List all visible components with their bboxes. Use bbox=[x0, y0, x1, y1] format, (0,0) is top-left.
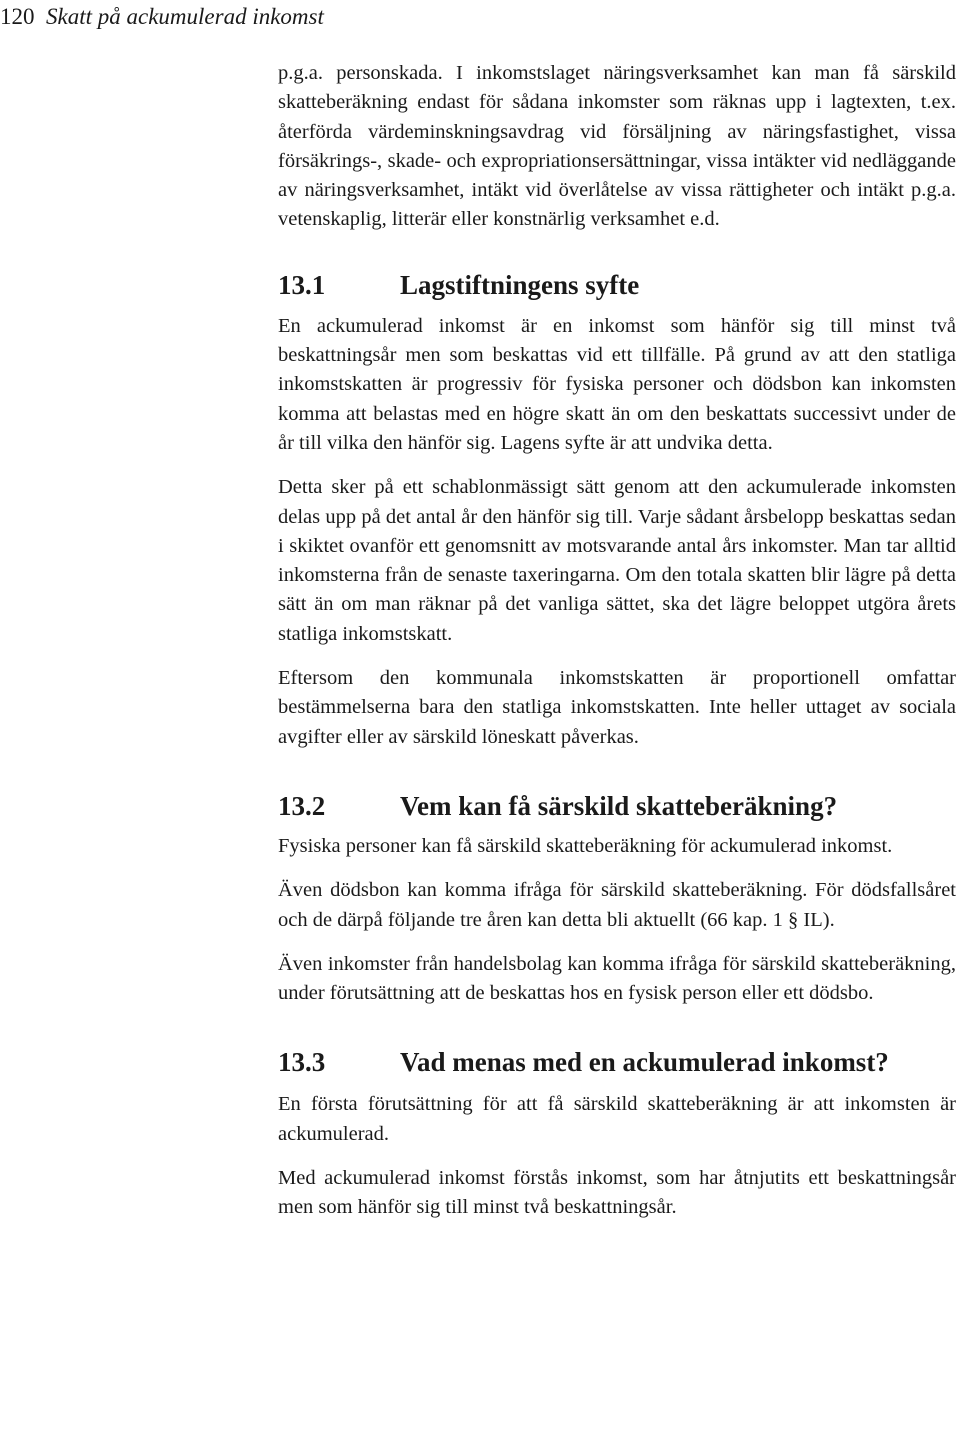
paragraph: Även dödsbon kan komma ifråga för särskild skatteberäkning. För dödsfallsåret och de därpå följande tre åren kan detta bli aktuellt (66 kap. 1 § IL). bbox=[278, 879, 956, 931]
chapter-title: Skatt på ackumulerad inkomst bbox=[46, 4, 324, 29]
paragraph: Även inkomster från handelsbolag kan komma ifråga för särskild skatteberäkning, under förutsättning att de beskattas hos en fysisk person eller ett dödsbo. bbox=[278, 952, 956, 1005]
paragraph: En ackumulerad inkomst är en inkomst som hänför sig till minst två beskattningsår men som beskattas vid ett tillfälle. På grund av att den statliga inkomstskatten är progressiv för fysiska personer och dödsbon kan inkomsten komma att belastas med en högre skatt än om den beskattats successivt under de år till vilka den hänför sig. Lagens syfte är att undvika detta. bbox=[278, 314, 956, 454]
section-title: Vem kan få särskild skatteberäkning? bbox=[400, 790, 838, 821]
running-header bbox=[0, 2, 324, 32]
paragraph: Eftersom den kommunala inkomstskatten är proportionell omfattar bestämmelserna bara den statliga inkomstskatten. Inte heller uttaget av sociala avgifter eller av särskild löneskatt påverkas. bbox=[278, 667, 956, 748]
paragraph: Med ackumulerad inkomst förstås inkomst, som har åtnjutits ett beskattningsår men som hänför sig till minst två beskattningsår. bbox=[278, 1167, 956, 1219]
section-number: 13.2 bbox=[278, 790, 326, 821]
section-number: 13.3 bbox=[278, 1047, 326, 1078]
section-title: Lagstiftningens syfte bbox=[400, 269, 640, 300]
page-number: 120 bbox=[0, 4, 35, 29]
paragraph: En första förutsättning för att få särskild skatteberäkning är att inkomsten är ackumulerad. bbox=[278, 1093, 956, 1145]
section-heading-13-1 bbox=[278, 267, 956, 303]
paragraph: Fysiska personer kan få särskild skatteberäkning för ackumulerad inkomst. bbox=[278, 834, 893, 857]
section-heading-13-2 bbox=[278, 788, 956, 824]
paragraph: Detta sker på ett schablonmässigt sätt genom att den ackumulerade inkomsten delas upp på det antal år den hänför sig till. Varje sådant årsbelopp beskattas sedan i skiktet ovanför ett genomsnitt av motsvarande antal års inkomster. Man tar alltid inkomsterna från de senaste taxeringarna. Om den totala skatten blir lägre på detta sätt än om man räknar på det vanliga sättet, ska det lägre beloppet utgöra årets statliga inkomstskatt. bbox=[278, 476, 956, 645]
intro-paragraph: p.g.a. personskada. I inkomstslaget näringsverksamhet kan man få särskild skatteberäkning endast för sådana inkomster som räknas upp i lagtexten, t.ex. återförda värdeminskningsavdrag vid försäljning av näringsfastighet, vissa försäkrings-, skade- och expropriationsersättningar, vissa intäkter vid nedläggande av näringsverksamhet, intäkt vid överlåtelse av vissa rättigheter och intäkt p.g.a. vetenskaplig, litterär eller konstnärlig verksamhet e.d. bbox=[278, 62, 956, 231]
page-body bbox=[278, 59, 956, 1223]
section-title: Vad menas med en ackumulerad inkomst? bbox=[400, 1047, 889, 1078]
section-heading-13-3 bbox=[278, 1044, 956, 1080]
section-number: 13.1 bbox=[278, 269, 326, 300]
